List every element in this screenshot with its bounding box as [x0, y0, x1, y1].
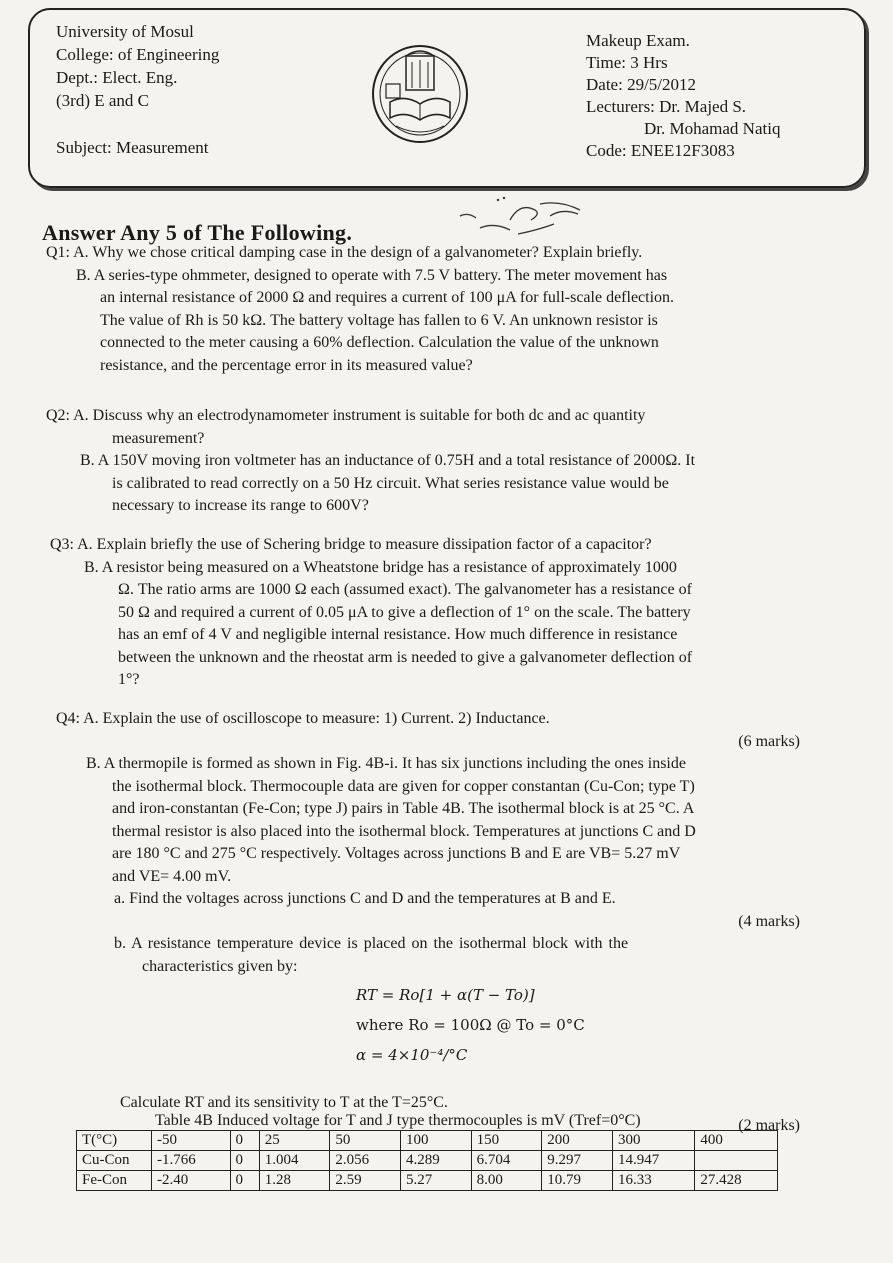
- q4-a-marks: (6 marks): [738, 732, 800, 750]
- q4-part-b-line: the isothermal block. Thermocouple data are given for copper constantan (Cu-Con; type T): [112, 777, 695, 795]
- table-cell: 2.59: [330, 1171, 401, 1191]
- department: Dept.: Elect. Eng.: [56, 68, 178, 87]
- q1-part-b-line: an internal resistance of 2000 Ω and requires a current of 100 μA for full-scale deflection.: [100, 289, 675, 306]
- table-cell: 14.947: [612, 1151, 694, 1171]
- college: College: of Engineering: [56, 45, 220, 64]
- table-cell: 2.056: [330, 1151, 401, 1171]
- q3-part-b-line: Ω. The ratio arms are 1000 Ω each (assumed exact). The galvanometer has a resistance of: [118, 581, 692, 598]
- q4-calc: Calculate RT and its sensitivity to T at the T=25°C.: [120, 1094, 448, 1111]
- table-cell: 400: [695, 1131, 778, 1151]
- table-cell: [695, 1151, 778, 1171]
- q3-part-b-line: between the unknown and the rheostat arm is needed to give a galvanometer deflection of: [118, 648, 693, 666]
- formula-ro: where Ro = 100Ω @ To = 0°C: [356, 1016, 585, 1034]
- question-2: [46, 405, 806, 518]
- q4-part-b-line: and VE= 4.00 mV.: [112, 867, 232, 885]
- q3-part-b-line: B. A resistor being measured on a Wheatstone bridge has a resistance of approximately 1000: [84, 558, 677, 576]
- q2-part-b-line: is calibrated to read correctly on a 50 Hz circuit. What series resistance value would be: [112, 474, 669, 492]
- table-row: [77, 1131, 778, 1151]
- q4-b-subpart-b-cont: characteristics given by:: [142, 957, 298, 975]
- question-3: [50, 534, 810, 692]
- q2-part-b-line: necessary to increase its range to 600V?: [112, 497, 369, 514]
- table-cell: 25: [259, 1131, 330, 1151]
- q4-part-b-line: B. A thermopile is formed as shown in Fig. 4B-i. It has six junctions including the ones inside: [86, 755, 686, 772]
- rtd-formula-block: [56, 980, 800, 1070]
- table-cell: 9.297: [542, 1151, 613, 1171]
- table-cell: 8.00: [471, 1171, 542, 1191]
- table-cell: 27.428: [695, 1171, 778, 1191]
- table-cell: 1.28: [259, 1171, 330, 1191]
- q1-part-b-line: B. A series-type ohmmeter, designed to operate with 7.5 V battery. The meter movement has: [76, 266, 668, 284]
- exam-date: Date: 29/5/2012: [586, 75, 697, 94]
- university: University of Mosul: [56, 22, 194, 41]
- q1-part-b-line: resistance, and the percentage error in its measured value?: [100, 356, 473, 374]
- q3-part-b-line: 1°?: [118, 671, 140, 688]
- table-cell: 0: [230, 1171, 259, 1191]
- table-cell: 300: [612, 1131, 694, 1151]
- exam-type: Makeup Exam.: [586, 31, 690, 50]
- subject: Subject: Measurement: [56, 138, 209, 157]
- q4-b-subpart-a: a. Find the voltages across junctions C and D and the temperatures at B and E.: [114, 890, 616, 907]
- table-cell: 100: [401, 1131, 472, 1151]
- exam-time: Time: 3 Hrs: [586, 53, 668, 72]
- table-cell: 10.79: [542, 1171, 613, 1191]
- table-cell: 200: [542, 1131, 613, 1151]
- q3-part-b-line: 50 Ω and required a current of 0.05 μA to give a deflection of 1° on the scale. The battery: [118, 603, 691, 621]
- q1-part-b-line: connected to the meter causing a 60% deflection. Calculation the value of the unknown: [100, 334, 659, 351]
- q4-calc-marks: (2 marks): [738, 1116, 800, 1134]
- handwritten-note-icon: [440, 190, 600, 245]
- table-cell: -1.766: [152, 1151, 231, 1171]
- header-left: [56, 20, 219, 159]
- table-cell: 1.004: [259, 1151, 330, 1171]
- q4-part-b-line: are 180 °C and 275 °C respectively. Voltages across junctions B and E are VB= 5.27 mV: [112, 845, 681, 862]
- formula-alpha: α = 4×10⁻⁴/°C: [356, 1046, 468, 1064]
- lecturer-2: Dr. Mohamad Natiq: [644, 119, 781, 138]
- header-right: [586, 30, 780, 162]
- q4-ba-marks: (4 marks): [738, 912, 800, 930]
- q3-part-b-line: has an emf of 4 V and negligible internal resistance. How much difference in resistance: [118, 626, 678, 643]
- q1-part-b-line: The value of Rh is 50 kΩ. The battery voltage has fallen to 6 V. An unknown resistor is: [100, 311, 658, 329]
- table-row-header: Cu-Con: [77, 1151, 152, 1171]
- formula-rt: RT = Ro[1 + α(T − To)]: [356, 986, 535, 1004]
- q4-part-a: Q4: A. Explain the use of oscilloscope to measure: 1) Current. 2) Inductance.: [56, 710, 550, 727]
- q1-part-a: Q1: A. Why we chose critical damping case in the design of a galvanometer? Explain briefly.: [46, 244, 643, 261]
- class: (3rd) E and C: [56, 91, 150, 110]
- table-cell: 4.289: [401, 1151, 472, 1171]
- table-cell: 0: [230, 1131, 259, 1151]
- table-caption: Table 4B Induced voltage for T and J type thermocouples is mV (Tref=0°C): [155, 1112, 641, 1129]
- lecturers: Lecturers: Dr. Majed S.: [586, 97, 747, 116]
- q2-part-b-line: B. A 150V moving iron voltmeter has an inductance of 0.75H and a total resistance of 2000Ω. It: [80, 452, 696, 469]
- table-cell: -50: [152, 1131, 231, 1151]
- q4-b-subpart-b: b. A resistance temperature device is placed on the isothermal block with the: [114, 935, 629, 952]
- q2-part-a-cont: measurement?: [112, 429, 205, 447]
- table-cell: 16.33: [612, 1171, 694, 1191]
- q2-part-a: Q2: A. Discuss why an electrodynamometer instrument is suitable for both dc and ac quantity: [46, 407, 646, 424]
- q4-part-b-line: and iron-constantan (Fe-Con; type J) pairs in Table 4B. The isothermal block is at 25 °C. A: [112, 800, 695, 817]
- table-cell: 50: [330, 1131, 401, 1151]
- question-4: [56, 708, 800, 1137]
- q4-part-b-line: thermal resistor is also placed into the isothermal block. Temperatures at junctions C and D: [112, 822, 696, 840]
- table-cell: 6.704: [471, 1151, 542, 1171]
- table-cell: 0: [230, 1151, 259, 1171]
- instruction: Answer Any 5 of The Following.: [42, 220, 353, 245]
- table-cell: -2.40: [152, 1171, 231, 1191]
- table-cell: 5.27: [401, 1171, 472, 1191]
- course-code: Code: ENEE12F3083: [586, 141, 735, 160]
- question-1: [46, 242, 806, 377]
- table-row-header: Fe-Con: [77, 1171, 152, 1191]
- thermocouple-table: [76, 1130, 778, 1191]
- table-row-header: T(°C): [77, 1131, 152, 1151]
- table-row: [77, 1171, 778, 1191]
- q3-part-a: Q3: A. Explain briefly the use of Schering bridge to measure dissipation factor of a capacitor?: [50, 536, 652, 553]
- table-cell: 150: [471, 1131, 542, 1151]
- university-seal-icon: [370, 44, 470, 144]
- table-row: [77, 1151, 778, 1171]
